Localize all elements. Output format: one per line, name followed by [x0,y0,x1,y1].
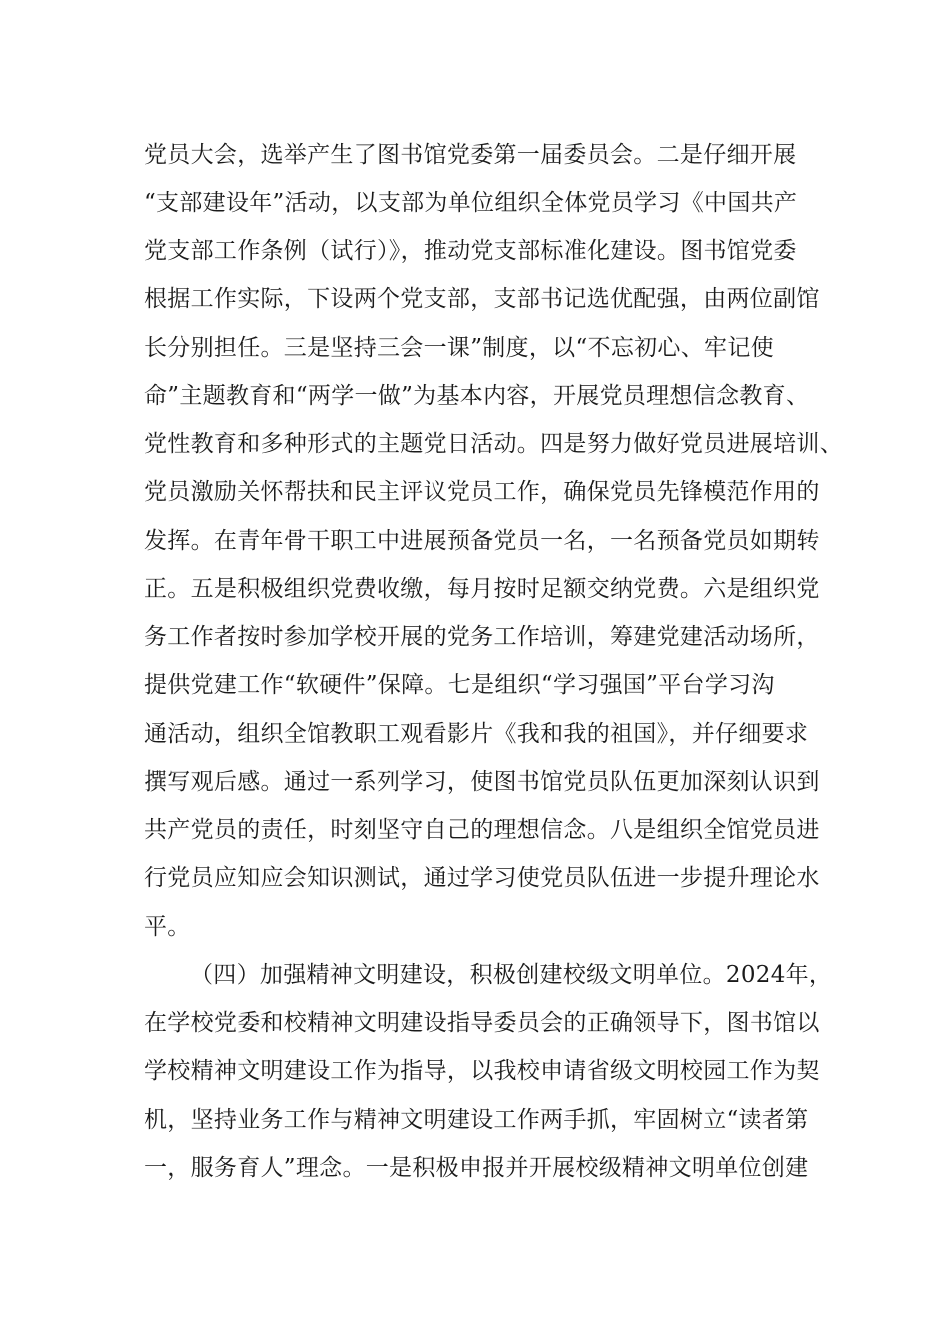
text-line: 通活动，组织全馆教职工观看影片《我和我的祖国》，并仔细要求 [144,721,809,747]
text-line: 党员大会，选举产生了图书馆党委第一届委员会。二是仔细开展 [144,142,797,168]
text-line: 党支部工作条例（试行）》，推动党支部标准化建设。图书馆党委 [144,238,797,264]
text-line: 根据工作实际，下设两个党支部，支部书记选优配强，由两位副馆 [144,286,820,312]
text-line: 务工作者按时参加学校开展的党务工作培训，筹建党建活动场所， [144,624,820,650]
text-line: 撰写观后感。通过一系列学习，使图书馆党员队伍更加深刻认识到 [144,769,820,795]
text-line: 共产党员的责任，时刻坚守自己的理想信念。八是组织全馆党员进 [144,817,820,843]
text-line: 在学校党委和校精神文明建设指导委员会的正确领导下，图书馆以 [144,1010,820,1036]
text-line: 长分别担任。三是坚持三会一课”制度，以“不忘初心、牢记使 [144,335,774,361]
text-line: 党性教育和多种形式的主题党日活动。四是努力做好党员进展培训、 [144,431,843,457]
text-line: 平。 [144,914,191,940]
text-line: 提供党建工作“软硬件”保障。七是组织“学习强国”平台学习沟 [144,672,775,698]
text-line: 机，坚持业务工作与精神文明建设工作两手抓，牢固树立“读者第 [144,1107,809,1133]
text-line: 一，服务育人”理念。一是积极申报并开展校级精神文明单位创建 [144,1155,809,1181]
text-line: “支部建设年”活动，以支部为单位组织全体党员学习《中国共产 [144,190,798,216]
text-line: 命”主题教育和“两学一做”为基本内容，开展党员理想信念教育、 [144,383,810,409]
text-line: 党员激励关怀帮扶和民主评议党员工作，确保党员先锋模范作用的 [144,479,820,505]
section-heading-line: （四）加强精神文明建设，积极创建校级文明单位。2024年， [190,962,833,988]
text-line: 正。五是积极组织党费收缴，每月按时足额交纳党费。六是组织党 [144,576,820,602]
text-line: 发挥。在青年骨干职工中进展预备党员一名，一名预备党员如期转 [144,528,820,554]
text-line: 行党员应知应会知识测试，通过学习使党员队伍进一步提升理论水 [144,865,820,891]
text-line: 学校精神文明建设工作为指导，以我校申请省级文明校园工作为契 [144,1058,820,1084]
